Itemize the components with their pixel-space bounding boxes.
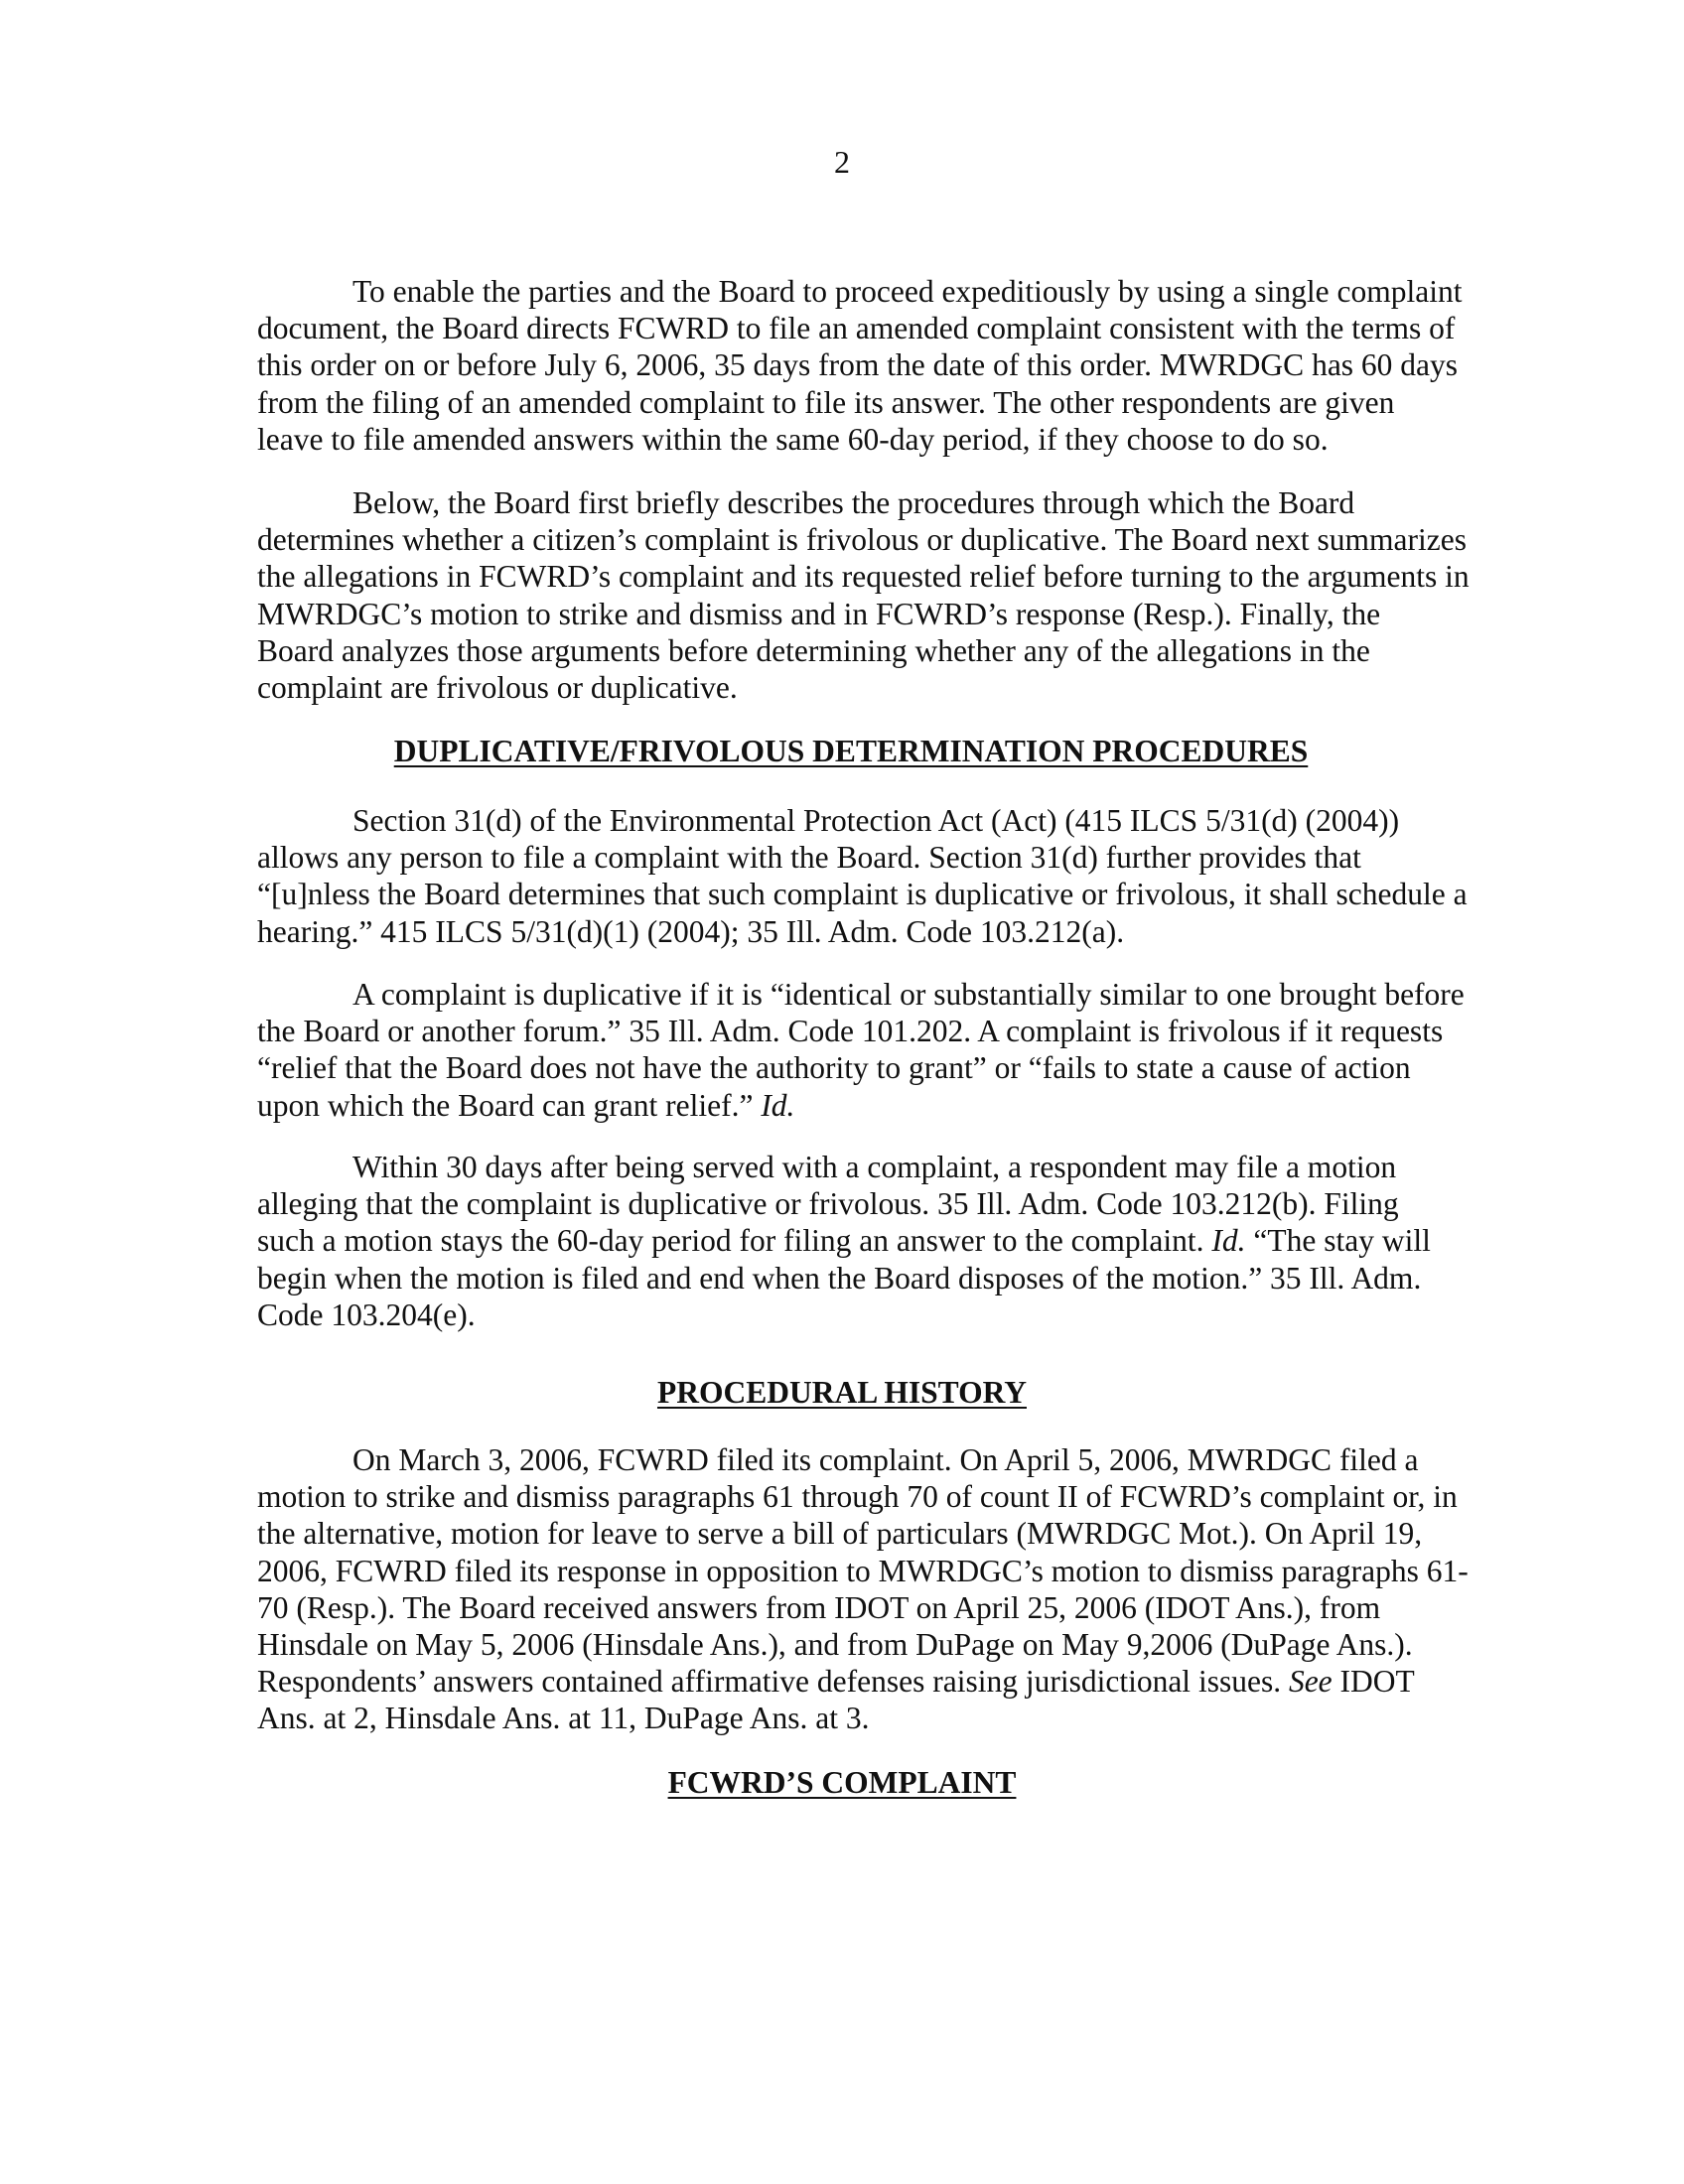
paragraph-definitions	[257, 976, 1465, 1124]
line-text: upon which the Board can grant relief.”	[257, 1087, 762, 1123]
paragraph-line: alleging that the complaint is duplicative or frivolous. 35 Ill. Adm. Code 103.212(b). Filing	[257, 1186, 1399, 1222]
paragraph-line: complaint are frivolous or duplicative.	[257, 670, 738, 706]
paragraph-line	[257, 1222, 1449, 1259]
section-heading-procedures: DUPLICATIVE/FRIVOLOUS DETERMINATION PROCEDURES	[393, 734, 1309, 768]
citation-id: Id.	[1211, 1223, 1246, 1259]
paragraph-line: 2006, FCWRD filed its response in opposition to MWRDGC’s motion to dismiss paragraphs 61-	[257, 1553, 1469, 1588]
paragraph-line: Hinsdale on May 5, 2006 (Hinsdale Ans.), and from DuPage on May 9,2006 (DuPage Ans.).	[257, 1627, 1413, 1663]
paragraph-line: Ans. at 2, Hinsdale Ans. at 11, DuPage Ans. at 3.	[257, 1701, 870, 1736]
section-heading-complaint: FCWRD’S COMPLAINT	[667, 1765, 1017, 1800]
paragraph-line: To enable the parties and the Board to proceed expeditiously by using a single complaint	[352, 274, 1463, 309]
paragraph-line: 70 (Resp.). The Board received answers from IDOT on April 25, 2006 (IDOT Ans.), from	[257, 1589, 1381, 1625]
paragraph-line: the alternative, motion for leave to serve a bill of particulars (MWRDGC Mot.). On April 19,	[257, 1516, 1423, 1552]
line-text: Respondents’ answers contained affirmative defenses raising jurisdictional issues.	[257, 1664, 1289, 1700]
paragraph-line	[257, 1087, 1449, 1124]
line-text: such a motion stays the 60-day period for filing an answer to the complaint.	[257, 1223, 1212, 1259]
paragraph-line: the Board or another forum.” 35 Ill. Adm. Code 101.202. A complaint is frivolous if it requests	[257, 1014, 1444, 1049]
paragraph-amended-complaint	[257, 273, 1463, 458]
paragraph-line: Board analyzes those arguments before determining whether any of the allegations in the	[257, 632, 1370, 668]
paragraph-overview	[257, 484, 1470, 706]
paragraph-line: Below, the Board first briefly describes the procedures through which the Board	[352, 485, 1355, 520]
paragraph-section-31d	[257, 802, 1468, 950]
paragraph-line: On March 3, 2006, FCWRD filed its complaint. On April 5, 2006, MWRDGC filed a	[352, 1442, 1419, 1477]
paragraph-line: “[u]nless the Board determines that such complaint is duplicative or frivolous, it shall schedule a	[257, 877, 1468, 912]
paragraph-line	[257, 1663, 1449, 1700]
paragraph-line: “relief that the Board does not have the authority to grant” or “fails to state a cause of action	[257, 1050, 1411, 1086]
paragraph-motion-timing	[257, 1149, 1449, 1333]
paragraph-line: begin when the motion is filed and end when the Board disposes of the motion.” 35 Ill. Adm.	[257, 1260, 1422, 1296]
citation-see: See	[1288, 1664, 1333, 1700]
page-number: 2	[834, 144, 850, 180]
paragraph-line: Within 30 days after being served with a complaint, a respondent may file a motion	[352, 1150, 1397, 1184]
paragraph-line: document, the Board directs FCWRD to file an amended complaint consistent with the terms of	[257, 311, 1456, 346]
paragraph-line: A complaint is duplicative if it is “identical or substantially similar to one brought before	[352, 977, 1465, 1012]
line-text: “The stay will	[1245, 1223, 1431, 1259]
line-text: IDOT	[1332, 1664, 1415, 1700]
paragraph-line: leave to file amended answers within the same 60-day period, if they choose to do so.	[257, 421, 1329, 457]
paragraph-line: MWRDGC’s motion to strike and dismiss and in FCWRD’s response (Resp.). Finally, the	[257, 596, 1381, 631]
paragraph-procedural-history	[257, 1441, 1469, 1737]
paragraph-line: the allegations in FCWRD’s complaint and its requested relief before turning to the arguments in	[257, 559, 1470, 595]
paragraph-line: allows any person to file a complaint with the Board. Section 31(d) further provides that	[257, 840, 1361, 876]
paragraph-line: from the filing of an amended complaint to file its answer. The other respondents are given	[257, 384, 1395, 420]
paragraph-line: motion to strike and dismiss paragraphs 61 through 70 of count II of FCWRD’s complaint or, in	[257, 1479, 1458, 1515]
paragraph-line: Section 31(d) of the Environmental Protection Act (Act) (415 ILCS 5/31(d) (2004))	[352, 803, 1400, 838]
citation-id: Id.	[761, 1087, 795, 1123]
paragraph-line: Code 103.204(e).	[257, 1297, 476, 1332]
paragraph-line: this order on or before July 6, 2006, 35 days from the date of this order. MWRDGC has 60 days	[257, 347, 1459, 383]
paragraph-line: determines whether a citizen’s complaint is frivolous or duplicative. The Board next summarizes	[257, 522, 1467, 558]
section-heading-procedural-history: PROCEDURAL HISTORY	[656, 1375, 1027, 1410]
paragraph-line: hearing.” 415 ILCS 5/31(d)(1) (2004); 35 Ill. Adm. Code 103.212(a).	[257, 913, 1125, 949]
